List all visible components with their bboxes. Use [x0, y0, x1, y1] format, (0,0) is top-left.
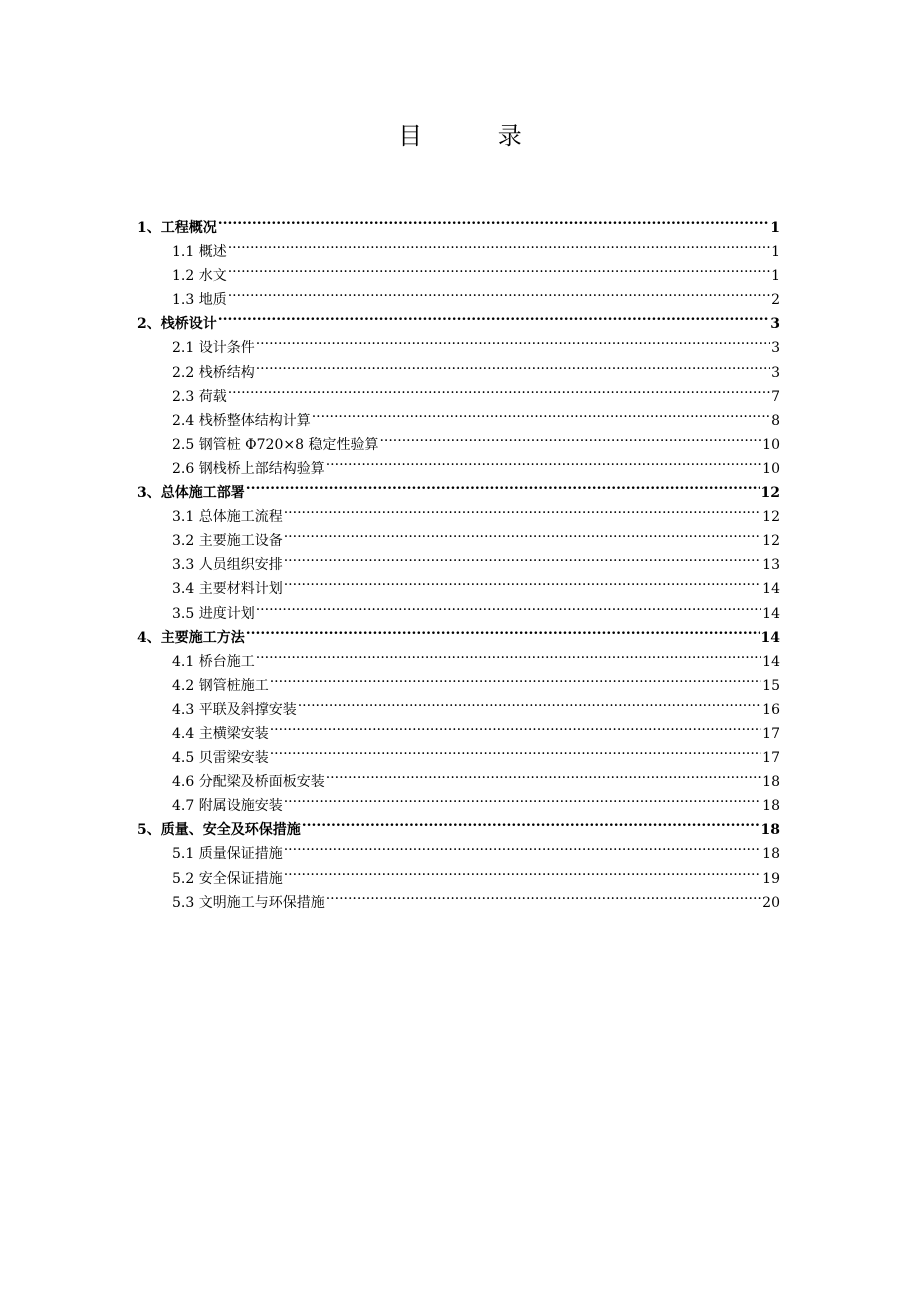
toc-dot-leader [326, 762, 761, 786]
toc-dot-leader [246, 473, 760, 497]
toc-entry-label: 3.5 进度计划 [172, 605, 255, 622]
toc-section-entry[interactable] [137, 328, 780, 357]
toc-page-number: 18 [762, 798, 780, 815]
toc-dot-leader [302, 810, 760, 834]
toc-chapter-entry[interactable] [137, 208, 780, 236]
toc-page-number: 14 [762, 581, 780, 598]
toc-page-number: 1 [771, 268, 780, 285]
toc-dot-leader [270, 738, 761, 762]
toc-page-number: 2 [771, 292, 780, 309]
toc-dot-leader [284, 545, 761, 569]
toc-dot-leader [326, 449, 761, 473]
toc-page-number: 1 [770, 220, 780, 236]
toc-entry-label: 2.3 荷载 [172, 388, 227, 405]
toc-dot-leader [284, 569, 761, 593]
toc-entry-label: 2.6 钢栈桥上部结构验算 [172, 460, 325, 477]
toc-entry-label: 4.2 钢管桩施工 [172, 677, 269, 694]
toc-entry-label: 5.2 安全保证措施 [172, 870, 283, 887]
toc-page-number: 16 [762, 701, 780, 718]
toc-dot-leader [284, 521, 761, 545]
toc-page-number: 1 [771, 244, 780, 261]
toc-page-number: 15 [762, 677, 780, 694]
toc-dot-leader [284, 786, 761, 810]
toc-entry-label: 5、质量、安全及环保措施 [137, 822, 301, 839]
toc-page-number: 18 [762, 846, 780, 863]
toc-entry-label: 4.1 桥台施工 [172, 653, 255, 670]
toc-dot-leader [256, 642, 761, 666]
toc-dot-leader [298, 690, 761, 714]
toc-entry-label: 4.3 平联及斜撑安装 [172, 701, 297, 718]
toc-entry-label: 2.2 栈桥结构 [172, 364, 255, 381]
toc-page-number: 17 [762, 750, 780, 767]
toc-section-entry[interactable] [137, 256, 780, 285]
page-title: 目 录 [398, 122, 556, 150]
toc-page-number: 8 [771, 412, 780, 429]
toc-page-number: 10 [762, 460, 780, 477]
toc-dot-leader [270, 666, 761, 690]
toc-section-entry[interactable] [137, 280, 780, 309]
toc-dot-leader [246, 618, 760, 642]
toc-entry-label: 4.5 贝雷梁安装 [172, 750, 269, 767]
toc-entry-label: 1.3 地质 [172, 292, 227, 309]
toc-entry-label: 3.2 主要施工设备 [172, 533, 283, 550]
toc-entry-label: 1.2 水文 [172, 268, 227, 285]
toc-entry-label: 3.3 人员组织安排 [172, 557, 283, 574]
toc-dot-leader [228, 280, 770, 304]
toc-page-number: 14 [762, 605, 780, 622]
toc-entry-label: 1.1 概述 [172, 244, 227, 261]
toc-entry-label: 2.1 设计条件 [172, 340, 255, 357]
toc-dot-leader [284, 834, 761, 858]
toc-dot-leader [256, 328, 770, 352]
toc-dot-leader [270, 714, 761, 738]
toc-page-number: 20 [762, 894, 780, 911]
toc-chapter-entry[interactable] [137, 304, 780, 333]
toc-dot-leader [284, 497, 761, 521]
toc-page-number: 12 [762, 509, 780, 526]
toc-page-number: 7 [771, 388, 780, 405]
toc-dot-leader [228, 256, 770, 280]
toc-dot-leader [256, 353, 770, 377]
toc-entry-label: 2.5 钢管桩 Φ720×8 稳定性验算 [172, 436, 379, 453]
toc-entry-label: 5.1 质量保证措施 [172, 846, 283, 863]
toc-page-number: 3 [771, 364, 780, 381]
toc-page-number: 12 [762, 533, 780, 550]
toc-section-entry[interactable] [137, 377, 780, 405]
toc-entry-label: 2.4 栈桥整体结构计算 [172, 412, 311, 429]
toc-page-number: 18 [762, 774, 780, 791]
toc-section-entry[interactable] [137, 232, 780, 261]
toc-page-number: 18 [760, 822, 780, 839]
toc-section-entry[interactable] [137, 401, 780, 429]
toc-entry-label: 4.4 主横梁安装 [172, 725, 269, 742]
toc-page-number: 3 [771, 340, 780, 357]
toc-entry-label: 1、工程概况 [137, 220, 217, 236]
toc-dot-leader [256, 594, 761, 618]
toc-dot-leader [284, 859, 761, 883]
toc-page-number: 14 [760, 629, 780, 646]
toc-entry-label: 5.3 文明施工与环保措施 [172, 894, 325, 911]
toc-dot-leader [228, 232, 770, 256]
toc-page-number: 19 [762, 870, 780, 887]
toc-entry-label: 4.6 分配梁及桥面板安装 [172, 774, 325, 791]
toc-dot-leader [218, 208, 770, 232]
toc-dot-leader [228, 377, 770, 401]
table-of-contents [137, 208, 780, 911]
toc-entry-label: 4、主要施工方法 [137, 629, 245, 646]
toc-entry-label: 2、栈桥设计 [137, 316, 217, 333]
toc-entry-label: 3.4 主要材料计划 [172, 581, 283, 598]
toc-dot-leader [379, 425, 761, 449]
toc-entry-label: 3、总体施工部署 [137, 485, 245, 502]
toc-dot-leader [326, 883, 761, 907]
toc-page-number: 3 [770, 316, 780, 333]
toc-entry-label: 3.1 总体施工流程 [172, 509, 283, 526]
toc-page-number: 10 [762, 436, 780, 453]
toc-entry-label: 4.7 附属设施安装 [172, 798, 283, 815]
toc-page-number: 13 [762, 557, 780, 574]
toc-page-number: 12 [760, 485, 780, 502]
toc-page-number: 14 [762, 653, 780, 670]
toc-page-number: 17 [762, 725, 780, 742]
toc-dot-leader [218, 304, 770, 328]
toc-dot-leader [312, 401, 770, 425]
